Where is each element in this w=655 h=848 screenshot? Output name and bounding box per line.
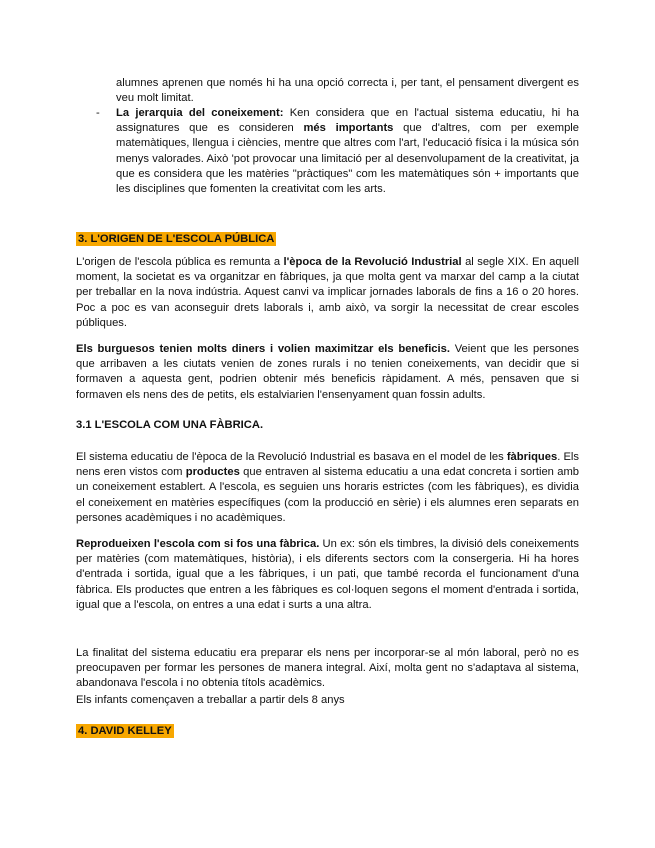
section-4-heading: 4. DAVID KELLEY xyxy=(78,725,172,737)
section-3-heading: 3. L'ORIGEN DE L'ESCOLA PÚBLICA xyxy=(78,233,275,245)
section-3-1-paragraph-2: Reprodueixen l'escola com si fos una fàbrica. Un ex: són els timbres, la divisió dels coneixements per matèries (com matemàtiques, història), i els diferents sectors com la consergeria. Hi ha hores d'entrada i sortida, igual que a les fàbriques, i un pati, que també recorda el funcionament d'una fàbrica. Els productes que entren a les fàbriques es col·loquen segons el moment d'entrada i sortida, igual que a l'escola, on entres a una edat i surts a una altra. xyxy=(76,538,579,611)
section-3-1-paragraph-1: El sistema educatiu de l'època de la Revolució Industrial es basava en el model de les fàbriques. Els nens eren vistos com productes que entraven al sistema educatiu a una edat concreta i sortien amb un coneixement establert. A l'escola, es seguien uns horaris estrictes (com les fàbriques), es dividia el coneixement en matèries específiques (com la producció en sèrie) i els alumnes eren separats en persones acadèmiques i no acadèmiques. xyxy=(76,451,579,524)
section-3-1-paragraph-4: Els infants començaven a treballar a partir dels 8 anys xyxy=(76,694,345,706)
section-3-paragraph-1: L'origen de l'escola pública es remunta a l'època de la Revolució Industrial al segle XIX. En aquell moment, la societat es va organitzar en fàbriques, ja que molta gent va marxar del camp a la ciutat per treballar en la nova indústria. Aquest canvi va implicar jornades laborals de fins a 16 o 20 hores. Poc a poc es van aconseguir drets laborals i, amb això, va sorgir la necessitat de crear escoles públiques. xyxy=(76,256,579,329)
bullet-dash: - xyxy=(96,107,100,119)
section-3-1-paragraph-3: La finalitat del sistema educatiu era preparar els nens per incorporar-se al món laboral, però no es preocupaven per formar les persones de manera integral. Així, molta gent no s'adaptava al sistema, abandonava l'escola i no obtenia títols acadèmics. xyxy=(76,647,579,690)
bullet-label: La jerarquia del coneixement: xyxy=(116,107,284,119)
intro-continuation: alumnes aprenen que només hi ha una opció correcta i, per tant, el pensament divergent es veu molt limitat. xyxy=(116,77,579,105)
bullet-text: La jerarquia del coneixement: Ken considera que en l'actual sistema educatiu, hi ha assignatures que es consideren més importants que d'altres, com per exemple matemàtiques, llengua i ciències, mentre que altres com l'art, l'educació física i la música són menys valorades. Això 'pot provocar una limitació per al desenvolupament de la creativitat, ja que es considera que les matèries "pràctiques" com les matemàtiques són + importants que les disciplines que fomenten la creativitat com les arts. xyxy=(116,107,580,196)
section-3-paragraph-2: Els burguesos tenien molts diners i volien maximitzar els beneficis. Veient que les persones que arribaven a les ciutats venien de zones rurals i no tenien coneixements, van decidir que si formaven a aquesta gent, podrien obtenir més beneficis ràpidament. A més, pensaven que si formaven els nens des de petits, els estalviarien l'ensenyament quan fossin adults. xyxy=(76,343,580,401)
section-3-1-heading: 3.1 L'ESCOLA COM UNA FÀBRICA. xyxy=(76,419,264,431)
list-item-knowledge-hierarchy xyxy=(96,106,579,197)
